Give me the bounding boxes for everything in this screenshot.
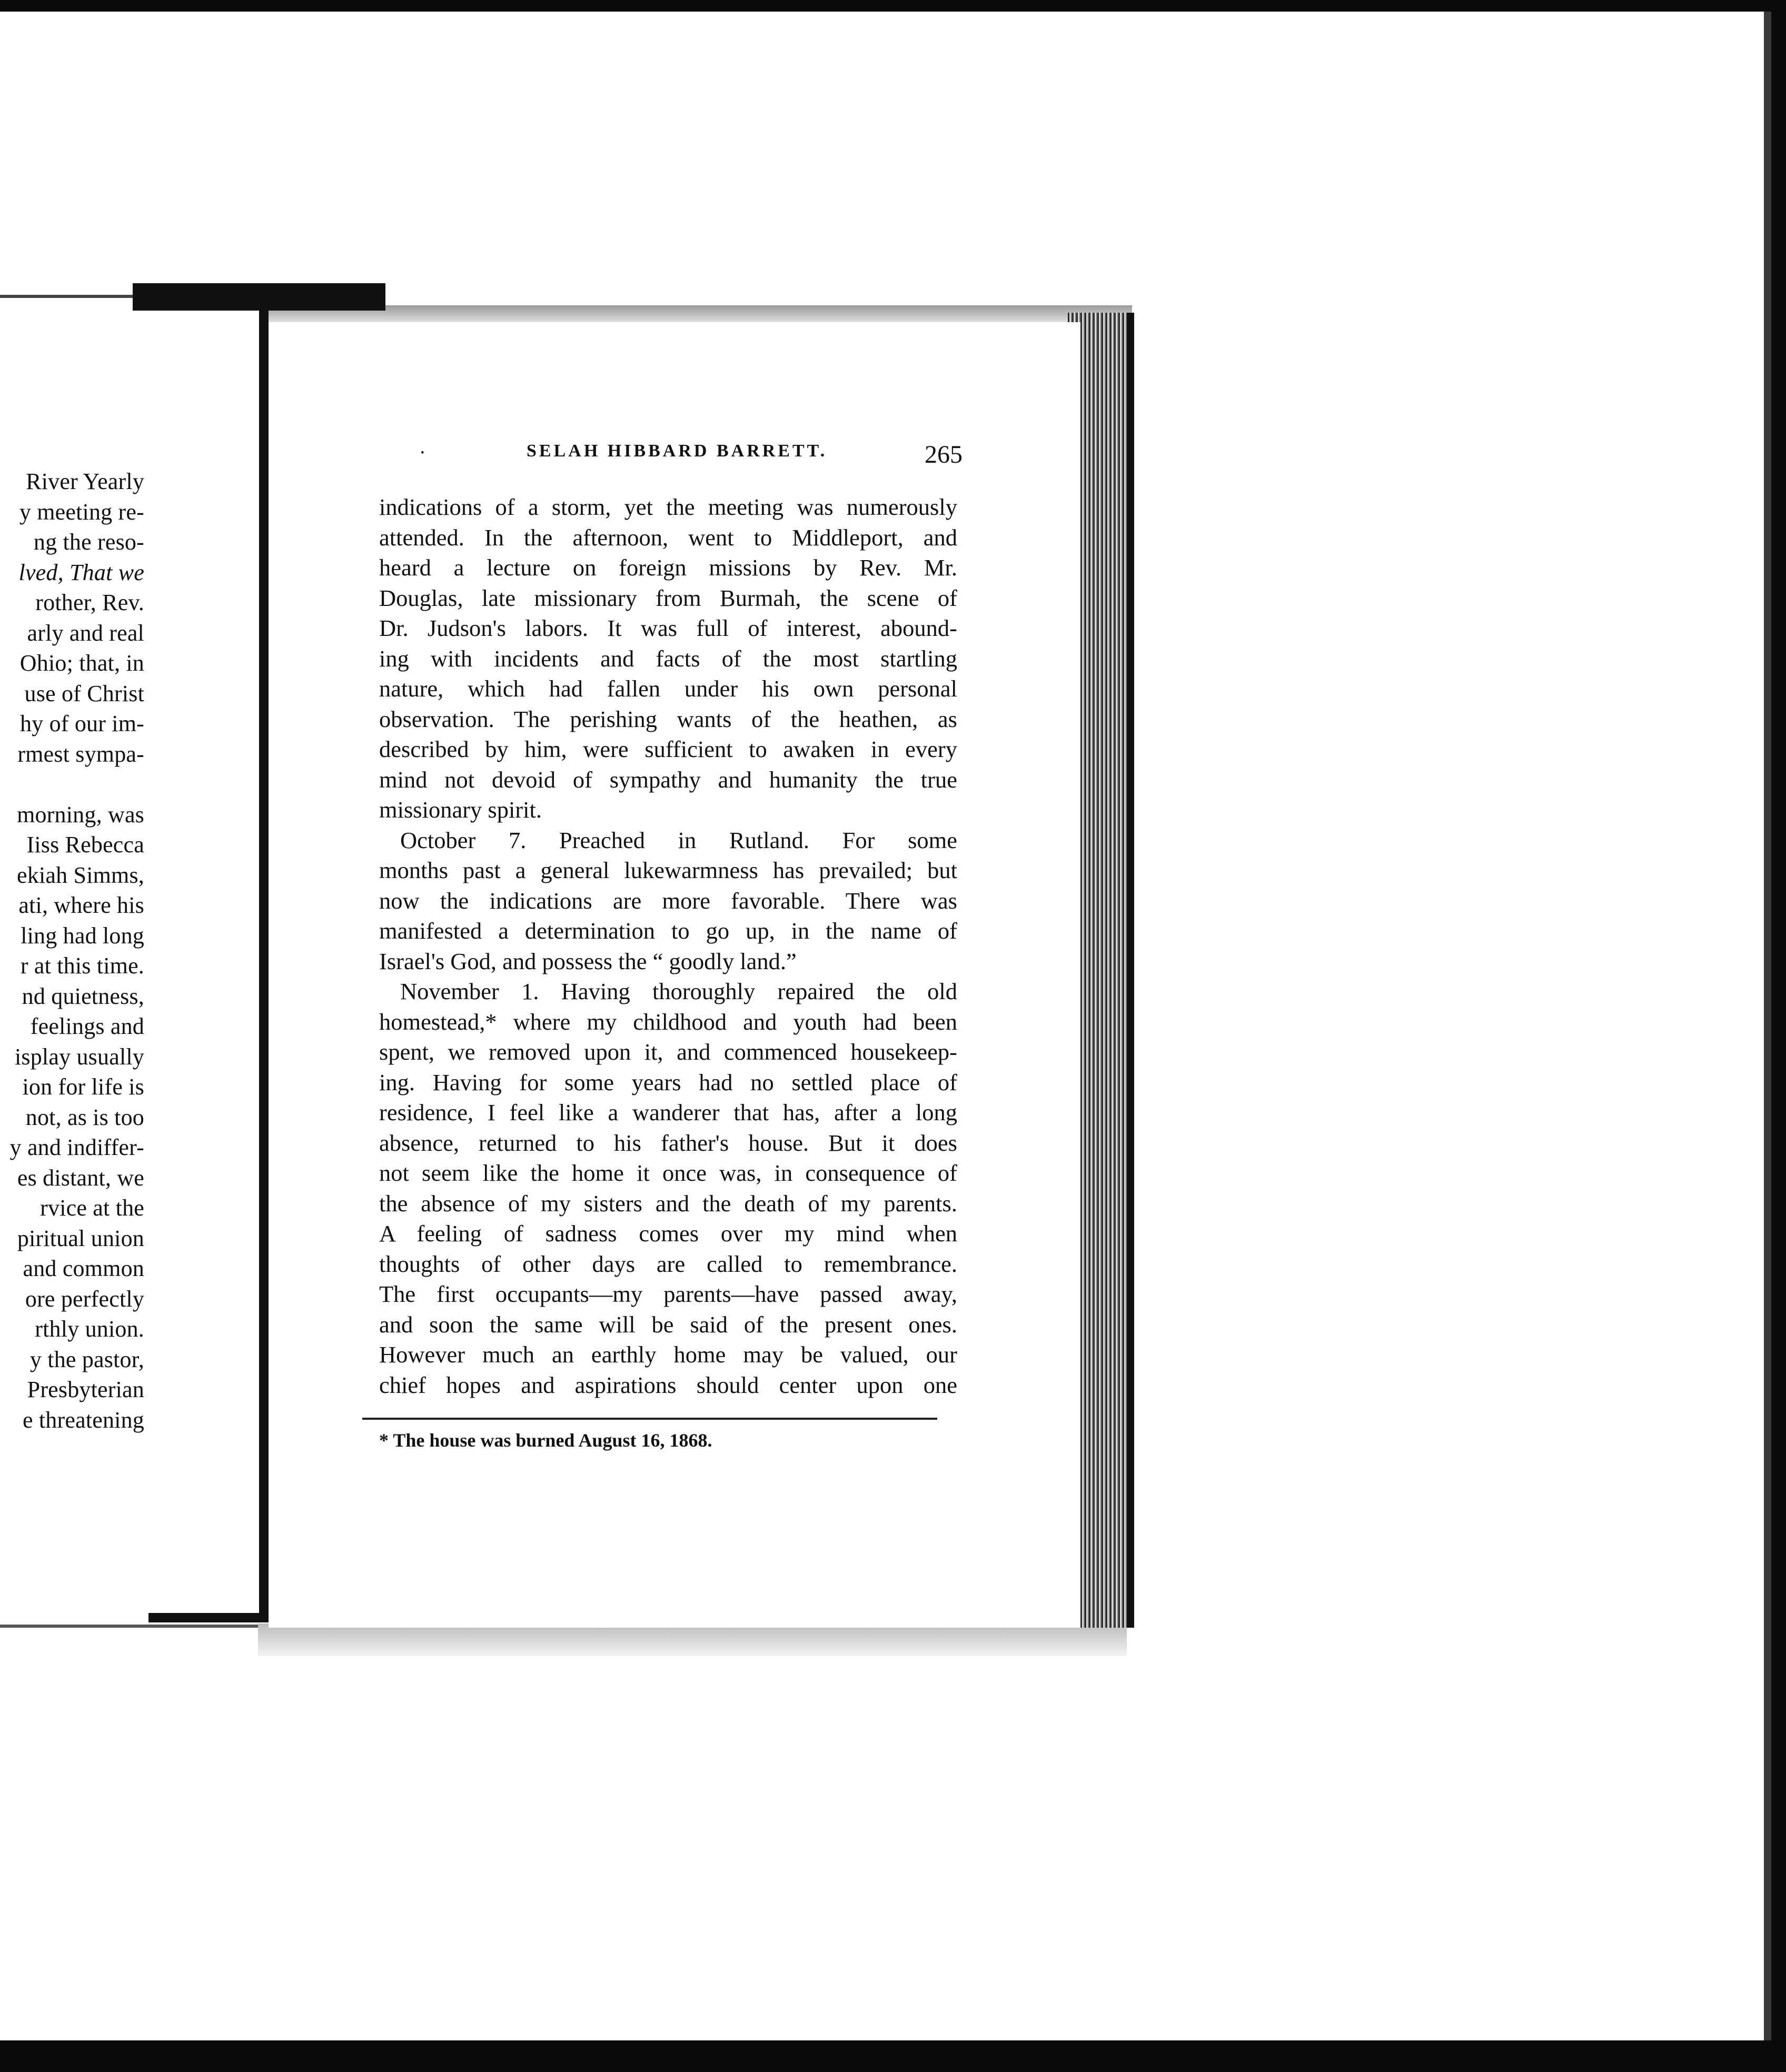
left-line — [0, 769, 144, 800]
text-line: However much an earthly home may be valued, our — [379, 1341, 957, 1368]
left-line: piritual union — [17, 1225, 144, 1251]
text-line: Dr. Judson's labors. It was full of interest, abound- — [379, 615, 957, 641]
left-line: Iiss Rebecca — [26, 832, 144, 858]
text-line: indications of a storm, yet the meeting was numerously — [379, 494, 957, 520]
left-line: arly and real — [27, 620, 144, 646]
text-line: A feeling of sadness comes over my mind when — [379, 1220, 957, 1247]
running-head: SELAH HIBBARD BARRETT. — [527, 441, 828, 461]
left-line: ling had long — [21, 922, 144, 949]
left-line: River Yearly — [26, 469, 144, 494]
left-line: hy of our im- — [19, 711, 144, 736]
text-line: thoughts of other days are called to remembrance. — [379, 1250, 957, 1277]
text-line: not seem like the home it once was, in consequence of — [379, 1160, 957, 1186]
left-line: y the pastor, — [29, 1346, 144, 1372]
left-line: lved, That we — [18, 559, 144, 585]
left-line: not, as is too — [25, 1104, 144, 1130]
left-line: y and indiffer- — [9, 1134, 144, 1160]
text-line: The first occupants—my parents—have passed away, — [379, 1281, 957, 1307]
page-bottom-shadow — [258, 1623, 1127, 1656]
head-mark: · — [419, 442, 426, 464]
text-line-dated: November 1. Having thoroughly repaired the old — [400, 978, 957, 1004]
text-line: nature, which had fallen under his own personal — [379, 675, 957, 702]
left-line: e threatening — [22, 1407, 144, 1433]
text-line: manifested a determination to go up, in the name of — [379, 918, 957, 944]
text-line: absence, returned to his father's house. But it does — [379, 1129, 957, 1156]
text-line: Douglas, late missionary from Burmah, the scene of — [379, 584, 957, 611]
left-line: ng the reso- — [33, 529, 144, 555]
left-line: es distant, we — [17, 1164, 144, 1191]
text-line: now the indications are more favorable. There was — [379, 887, 957, 914]
film-edge-right-inner — [1764, 12, 1771, 2040]
film-edge-bottom — [0, 2040, 1786, 2072]
left-line: rmest sympa- — [17, 741, 144, 767]
text-line: Israel's God, and possess the “ goodly land.” — [379, 948, 797, 974]
page-stack-cap — [1127, 313, 1134, 1628]
left-line: y meeting re- — [19, 499, 144, 525]
left-line: rthly union. — [35, 1316, 144, 1342]
footnote-rule — [362, 1418, 937, 1420]
left-line: ore perfectly — [25, 1286, 144, 1312]
page-number: 265 — [925, 441, 963, 469]
text-line: mind not devoid of sympathy and humanity the true — [379, 766, 957, 793]
text-line-dated: October 7. Preached in Rutland. For some — [400, 826, 957, 853]
page-top-shadow — [269, 305, 1132, 323]
left-page — [0, 295, 258, 1628]
text-line: described by him, were sufficient to awaken in every — [379, 736, 957, 762]
left-page-text — [0, 466, 144, 1435]
text-line: and soon the same will be said of the present ones. — [379, 1311, 957, 1338]
footnote: * The house was burned August 16, 1868. — [379, 1430, 712, 1451]
book-gutter — [259, 295, 269, 1619]
text-line: months past a general lukewarmness has prevailed; but — [379, 857, 957, 883]
left-line: ion for life is — [22, 1074, 144, 1100]
text-line: attended. In the afternoon, went to Middleport, and — [379, 524, 957, 551]
text-line: ing with incidents and facts of the most startling — [379, 645, 957, 672]
left-line: and common — [23, 1256, 144, 1281]
left-line: nd quietness, — [22, 983, 144, 1009]
text-line: residence, I feel like a wanderer that has, after a long — [379, 1099, 957, 1125]
text-line: observation. The perishing wants of the heathen, as — [379, 705, 957, 732]
left-line: Ohio; that, in — [19, 650, 144, 676]
left-line: isplay usually — [14, 1043, 144, 1070]
left-line: use of Christ — [24, 680, 144, 706]
left-line: feelings and — [30, 1013, 144, 1039]
text-line: ing. Having for some years had no settled place of — [379, 1069, 957, 1095]
left-line: morning, was — [17, 801, 144, 828]
left-line: rother, Rev. — [35, 590, 144, 615]
left-line: ekiah Simms, — [17, 862, 144, 888]
text-line: homestead,* where my childhood and youth had been — [379, 1008, 957, 1035]
body-text — [379, 492, 957, 1400]
text-line: chief hopes and aspirations should center upon one — [379, 1371, 957, 1398]
left-line: Presbyterian — [27, 1377, 144, 1402]
left-line: rvice at the — [40, 1195, 144, 1221]
text-line: spent, we removed upon it, and commenced housekeep- — [379, 1039, 957, 1065]
text-line: the absence of my sisters and the death of my parents. — [379, 1190, 957, 1217]
text-line: missionary spirit. — [379, 796, 542, 823]
text-line: heard a lecture on foreign missions by Rev. Mr. — [379, 554, 957, 581]
film-edge-right — [1771, 0, 1786, 2072]
left-line: r at this time. — [20, 953, 144, 979]
left-line: ati, where his — [18, 892, 144, 918]
film-edge-top — [0, 0, 1786, 12]
